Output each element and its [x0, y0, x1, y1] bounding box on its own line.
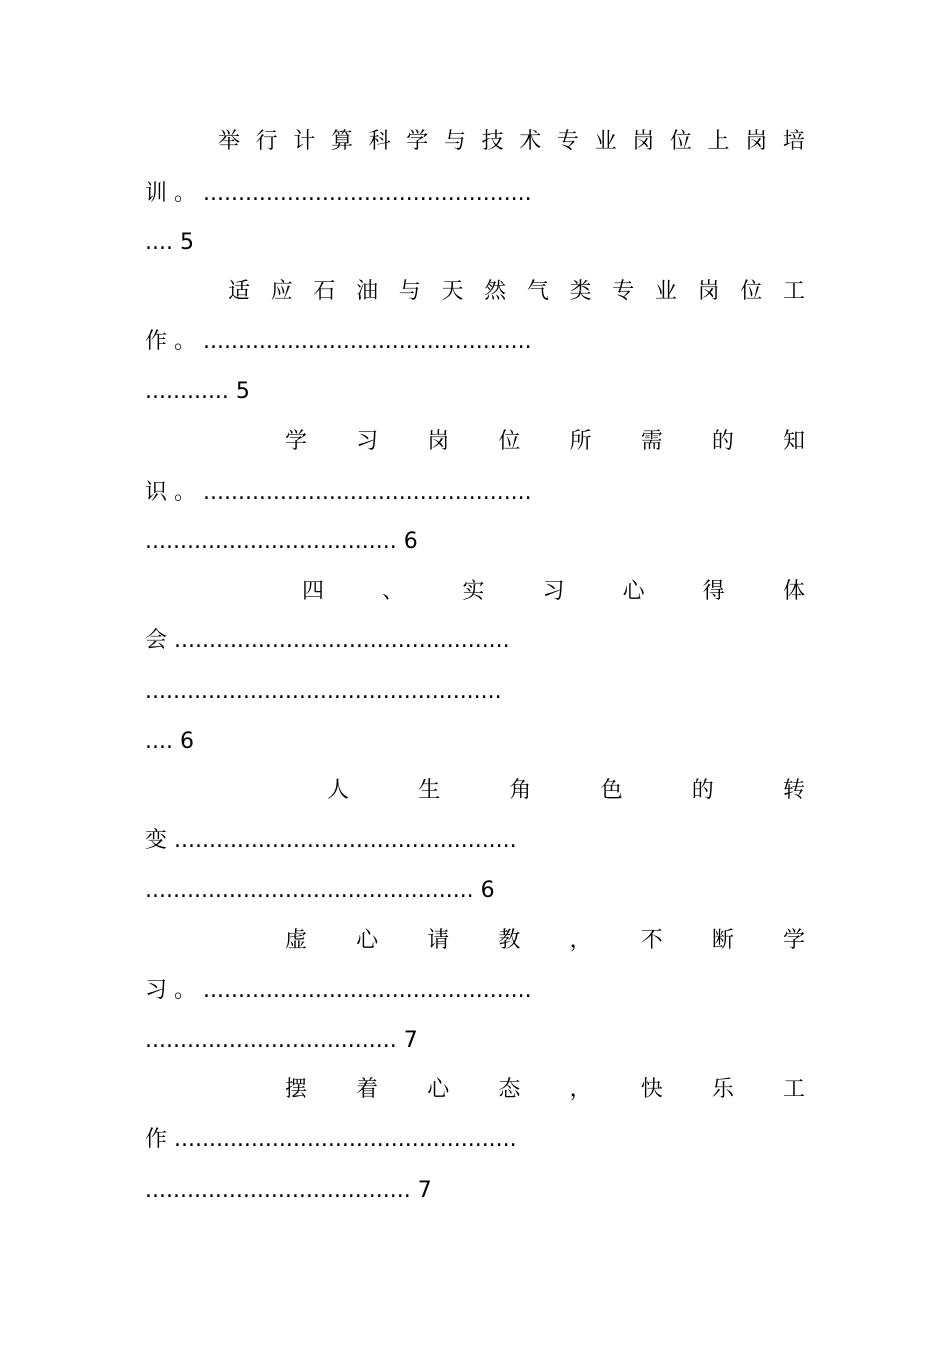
heading-char: 上: [707, 129, 730, 154]
heading-char: 四: [302, 579, 325, 604]
heading-char: 位: [740, 279, 763, 304]
heading-char: 油: [356, 279, 379, 304]
heading-char: 计: [293, 129, 316, 154]
toc-entry-heading: [285, 1076, 805, 1104]
heading-char: 学: [406, 129, 429, 154]
heading-char: 学: [285, 429, 308, 454]
heading-char: 所: [569, 429, 592, 454]
heading-char: 学: [782, 928, 805, 953]
heading-char: 石: [313, 279, 336, 304]
heading-char: 气: [526, 279, 549, 304]
heading-char: 体: [782, 579, 805, 604]
heading-char: 举: [218, 129, 241, 154]
toc-entry-heading: [302, 578, 805, 606]
toc-entry-leader: 识 。 ...............................................: [145, 480, 532, 505]
heading-char: 的: [691, 778, 714, 803]
heading-char: 天: [441, 279, 464, 304]
heading-char: 专: [556, 129, 579, 154]
heading-char: ，: [569, 928, 592, 953]
toc-entry-heading: [285, 927, 805, 955]
heading-char: 需: [640, 429, 663, 454]
toc-entry-leader: 变 .................................................: [145, 828, 517, 853]
heading-char: 教: [498, 928, 521, 953]
heading-char: 行: [255, 129, 278, 154]
heading-char: 态: [498, 1077, 521, 1102]
heading-char: 人: [327, 778, 350, 803]
heading-char: 岗: [427, 429, 450, 454]
heading-char: 岗: [697, 279, 720, 304]
heading-char: 科: [368, 129, 391, 154]
heading-char: 的: [711, 429, 734, 454]
heading-char: 色: [600, 778, 623, 803]
heading-char: 心: [622, 579, 645, 604]
heading-char: ，: [569, 1077, 592, 1102]
heading-char: 转: [782, 778, 805, 803]
toc-entry-heading: [228, 278, 805, 306]
toc-entry-heading: [218, 128, 805, 156]
heading-char: 算: [330, 129, 353, 154]
heading-char: 乐: [711, 1077, 734, 1102]
heading-char: 工: [782, 1077, 805, 1102]
toc-entry-heading: [327, 777, 805, 805]
heading-char: 应: [270, 279, 293, 304]
heading-char: 心: [427, 1077, 450, 1102]
toc-entry-leader: 作 。 ...............................................: [145, 329, 532, 354]
toc-entry-heading: [285, 428, 805, 456]
toc-entry-page: .................................... 6: [145, 529, 418, 554]
toc-entry-page: .... 6: [145, 729, 194, 754]
heading-char: 请: [427, 928, 450, 953]
heading-char: 适: [228, 279, 251, 304]
heading-char: 得: [702, 579, 725, 604]
heading-char: 与: [443, 129, 466, 154]
heading-char: 生: [418, 778, 441, 803]
toc-entry-leader: 作 .................................................: [145, 1127, 517, 1152]
heading-char: 断: [711, 928, 734, 953]
heading-char: 心: [356, 928, 379, 953]
toc-entry-page: .... 5: [145, 230, 194, 255]
heading-char: 岗: [632, 129, 655, 154]
heading-char: 快: [640, 1077, 663, 1102]
toc-entry-leader: 习 。 ...............................................: [145, 978, 532, 1003]
heading-char: 实: [462, 579, 485, 604]
heading-char: 技: [481, 129, 504, 154]
heading-char: 工: [782, 279, 805, 304]
heading-char: 摆: [285, 1077, 308, 1102]
toc-entry-page: .................................... 7: [145, 1028, 418, 1053]
heading-char: 培: [782, 129, 805, 154]
heading-char: 、: [382, 579, 405, 604]
toc-entry-leader: 会 ................................................: [145, 628, 510, 653]
heading-char: 角: [509, 778, 532, 803]
heading-char: 业: [594, 129, 617, 154]
heading-char: 着: [356, 1077, 379, 1102]
heading-char: 岗: [745, 129, 768, 154]
heading-char: 虚: [285, 928, 308, 953]
toc-entry-page: ...................................... 7: [145, 1178, 432, 1203]
toc-entry-leader: 训 。 ...............................................: [145, 181, 532, 206]
heading-char: 位: [498, 429, 521, 454]
toc-entry-leader: ...................................................: [145, 679, 502, 704]
heading-char: 位: [669, 129, 692, 154]
heading-char: 习: [542, 579, 565, 604]
heading-char: 知: [782, 429, 805, 454]
heading-char: 类: [569, 279, 592, 304]
heading-char: 与: [398, 279, 421, 304]
toc-entry-page: ............ 5: [145, 379, 250, 404]
toc-entry-page: ............................................... 6: [145, 878, 495, 903]
heading-char: 然: [484, 279, 507, 304]
heading-char: 术: [519, 129, 542, 154]
heading-char: 业: [654, 279, 677, 304]
heading-char: 习: [356, 429, 379, 454]
heading-char: 不: [640, 928, 663, 953]
heading-char: 专: [612, 279, 635, 304]
